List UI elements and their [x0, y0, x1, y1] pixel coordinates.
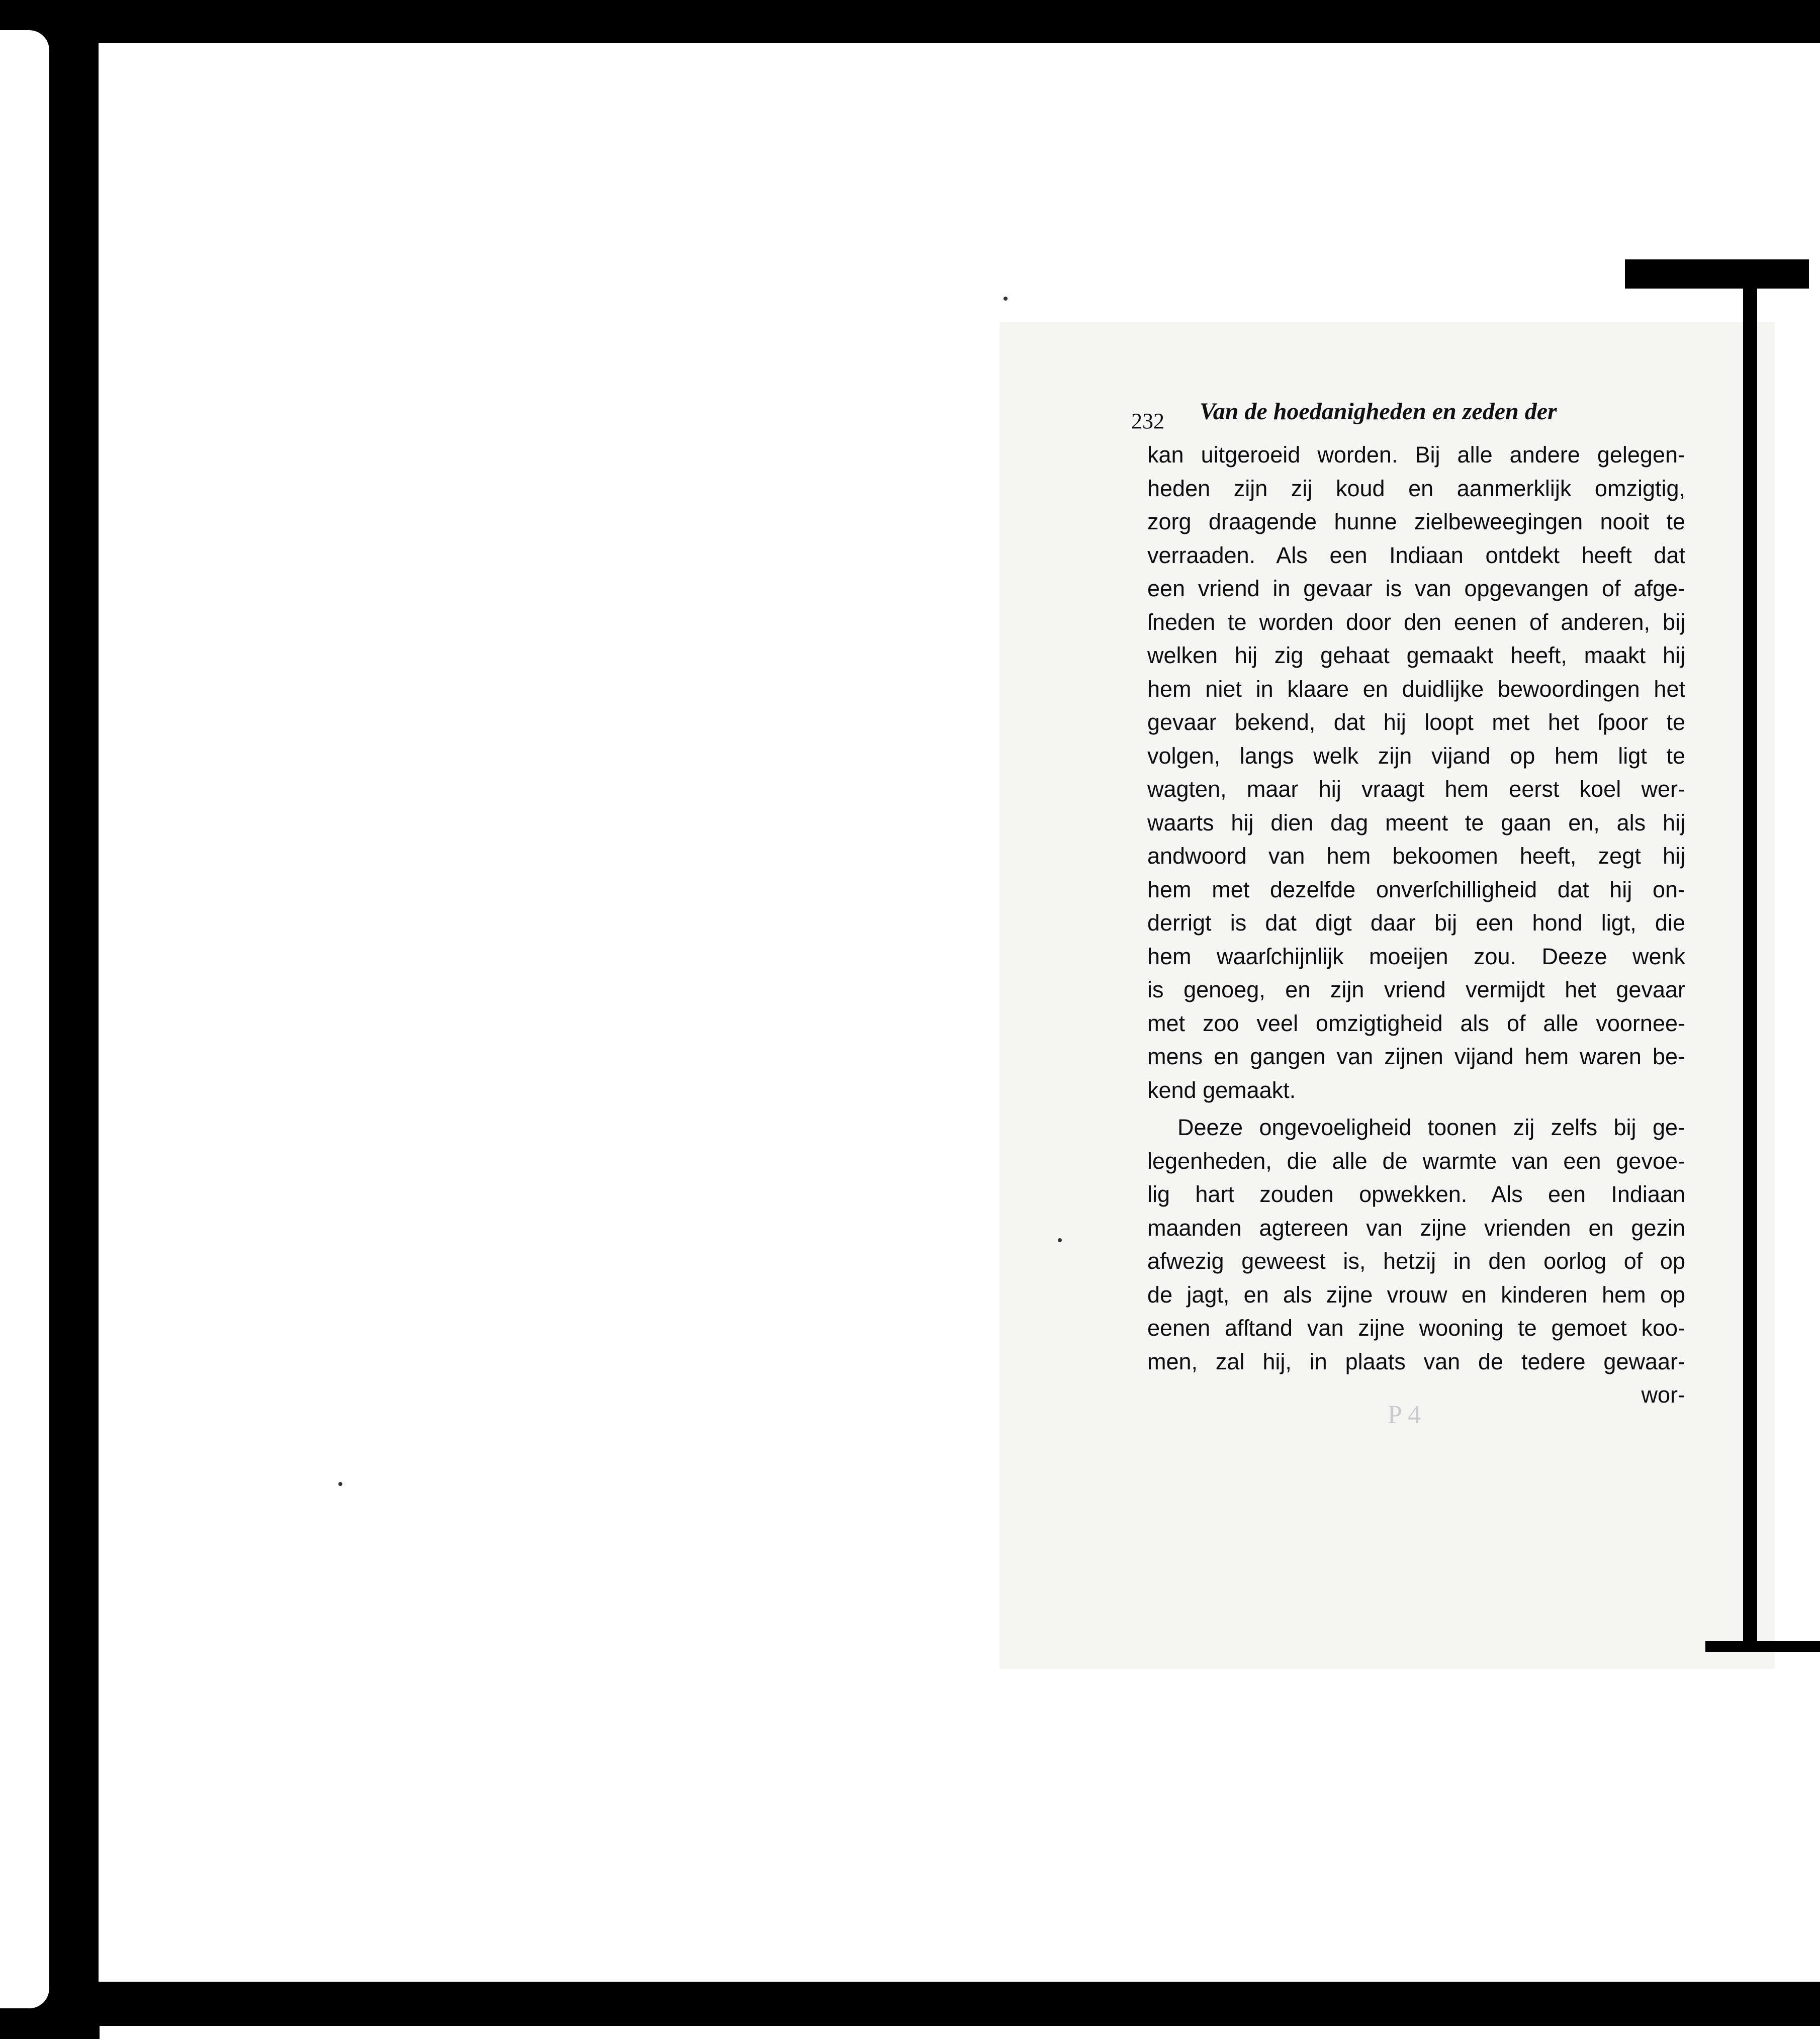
text-line: gevaar bekend, dat hij loopt met het ſpoor te: [1147, 709, 1685, 735]
catchword: wor-: [1641, 1382, 1685, 1408]
dust-speck: [338, 1482, 342, 1486]
sheet-bottom-edge: [100, 2026, 1820, 2039]
text-line: andwoord van hem bekoomen heeft, zegt hij: [1147, 843, 1685, 869]
text-line: Deeze ongevoeligheid toonen zij zelfs bij ge-: [1177, 1115, 1685, 1140]
text-line: heden zijn zij koud en aanmerklijk omzigtig,: [1147, 475, 1685, 501]
text-line: waarts hij dien dag meent te gaan en, als hij: [1147, 809, 1685, 836]
page-clamp-bottom-bar: [1705, 1641, 1820, 1652]
adjacent-page-edge: [0, 30, 49, 2008]
text-line: lig hart zouden opwekken. Als een Indiaan: [1147, 1181, 1685, 1207]
text-line: maanden agtereen van zijne vrienden en gezin: [1147, 1215, 1685, 1241]
text-line: de jagt, en als zijne vrouw en kinderen hem op: [1147, 1281, 1685, 1308]
text-line: hem niet in klaare en duidlijke bewoordingen het: [1147, 676, 1685, 702]
text-line: welken hij zig gehaat gemaakt heeft, maakt hij: [1147, 642, 1685, 668]
body-text: [1147, 438, 1685, 1412]
text-line: zorg draagende hunne zielbeweegingen nooit te: [1147, 509, 1685, 534]
text-line: kend gemaakt.: [1147, 1077, 1296, 1103]
text-line: hem waarſchijnlijk moeijen zou. Deeze wenk: [1147, 943, 1685, 969]
text-line: hem met dezelfde onverſchilligheid dat hij on-: [1147, 876, 1685, 902]
text-line: verraaden. Als een Indiaan ontdekt heeft dat: [1147, 542, 1685, 568]
signature-mark: P 4: [1388, 1401, 1421, 1429]
text-line: een vriend in gevaar is van opgevangen of afge-: [1147, 576, 1685, 601]
text-line: mens en gangen van zijnen vijand hem waren be-: [1147, 1044, 1685, 1069]
text-line: men, zal hij, in plaats van de tedere gewaar-: [1147, 1348, 1685, 1374]
text-line: ſneden te worden door den eenen of anderen, bij: [1147, 609, 1685, 635]
page-clamp-top-bar: [1625, 259, 1809, 289]
text-line: is genoeg, en zijn vriend vermijdt het gevaar: [1147, 977, 1685, 1002]
text-line: met zoo veel omzigtigheid als of alle voornee-: [1147, 1010, 1685, 1036]
text-line: volgen, langs welk zijn vijand op hem ligt te: [1147, 743, 1685, 769]
text-line: derrigt is dat digt daar bij een hond ligt, die: [1147, 910, 1685, 936]
text-line: eenen afſtand van zijne wooning te gemoet koo-: [1147, 1315, 1685, 1341]
text-line: afwezig geweest is, hetzij in den oorlog of op: [1147, 1248, 1685, 1274]
running-head: Van de hoedanigheden en zeden der: [1200, 398, 1557, 425]
dust-speck: [1004, 297, 1008, 301]
text-line: wagten, maar hij vraagt hem eerst koel wer-: [1147, 776, 1685, 802]
text-line: kan uitgeroeid worden. Bij alle andere gelegen-: [1147, 442, 1685, 468]
page-number: 232: [1131, 409, 1164, 433]
page-clamp-vertical-bar: [1743, 289, 1757, 1651]
dust-speck: [1058, 1238, 1062, 1242]
text-line: legenheden, die alle de warmte van een gevoe-: [1147, 1148, 1685, 1174]
